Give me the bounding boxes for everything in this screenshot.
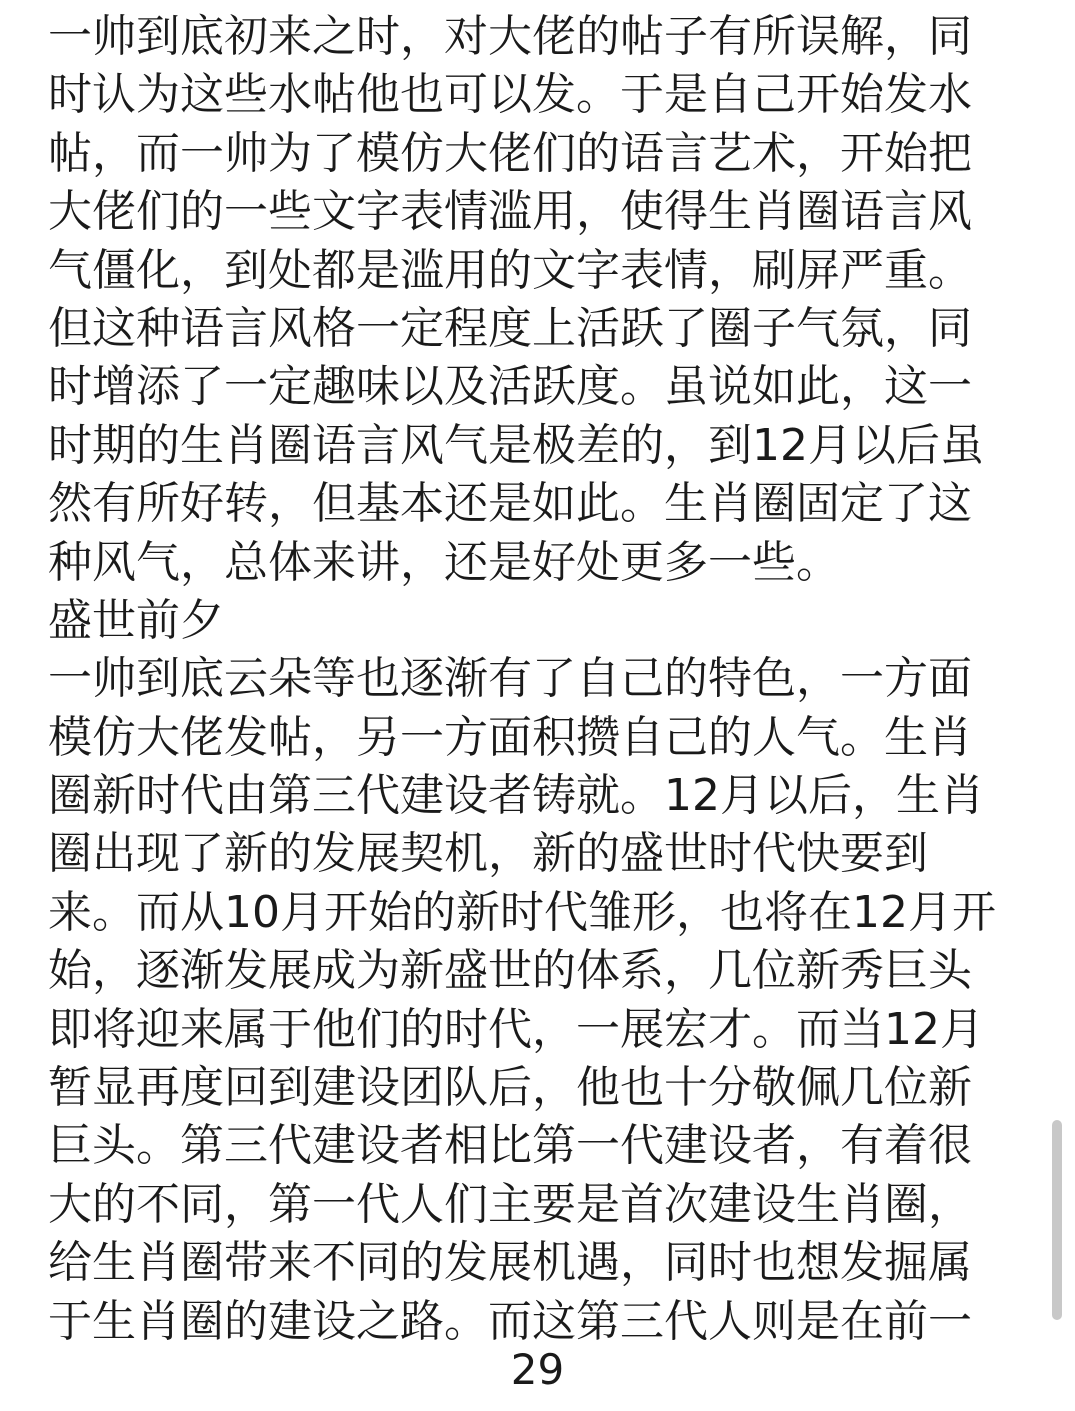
- text-line: 大佬们的一些文字表情滥用，使得生肖圈语言风: [48, 186, 972, 238]
- text-line: 然有所好转，但基本还是如此。生肖圈固定了这: [48, 478, 972, 530]
- text-line: 圈新时代由第三代建设者铸就。12月以后，生肖: [48, 770, 984, 822]
- text-line: 时认为这些水帖他也可以发。于是自己开始发水: [48, 69, 972, 121]
- page-number: 29: [510, 1345, 565, 1394]
- text-line: 即将迎来属于他们的时代，一展宏才。而当12月: [48, 1003, 984, 1055]
- scrollbar-thumb[interactable]: [1052, 1120, 1062, 1320]
- text-line: 种风气，总体来讲，还是好处更多一些。: [48, 536, 840, 588]
- text-line: 一帅到底初来之时，对大佬的帖子有所误解，同: [48, 11, 972, 62]
- text-line: 暂显再度回到建设团队后，他也十分敬佩几位新: [48, 1062, 972, 1114]
- text-line: 时期的生肖圈语言风气是极差的，到12月以后虽: [48, 419, 984, 471]
- text-line: 模仿大佬发帖，另一方面积攒自己的人气。生肖: [48, 711, 972, 763]
- text-line: 气僵化，到处都是滥用的文字表情，刷屏严重。: [48, 244, 972, 296]
- text-line: 帖，而一帅为了模仿大佬们的语言艺术，开始把: [48, 127, 972, 179]
- text-line: 来。而从10月开始的新时代雏形，也将在12月开: [48, 886, 996, 938]
- text-line: 圈出现了新的发展契机，新的盛世时代快要到: [48, 828, 928, 880]
- text-line: 时增添了一定趣味以及活跃度。虽说如此，这一: [48, 361, 972, 413]
- text-line: 大的不同，第一代人们主要是首次建设生肖圈，: [48, 1178, 972, 1230]
- text-line: 给生肖圈带来不同的发展机遇，同时也想发掘属: [48, 1237, 972, 1289]
- text-line: 于生肖圈的建设之路。而这第三代人则是在前一: [48, 1295, 972, 1347]
- text-line: 但这种语言风格一定程度上活跃了圈子气氛，同: [48, 302, 972, 354]
- text-line: 始，逐渐发展成为新盛世的体系，几位新秀巨头: [48, 945, 972, 997]
- text-line: 一帅到底云朵等也逐渐有了自己的特色，一方面: [48, 653, 972, 705]
- section-heading: 盛世前夕: [48, 594, 224, 646]
- body-text: [48, 8, 1048, 1351]
- text-line: 巨头。第三代建设者相比第一代建设者，有着很: [48, 1120, 972, 1172]
